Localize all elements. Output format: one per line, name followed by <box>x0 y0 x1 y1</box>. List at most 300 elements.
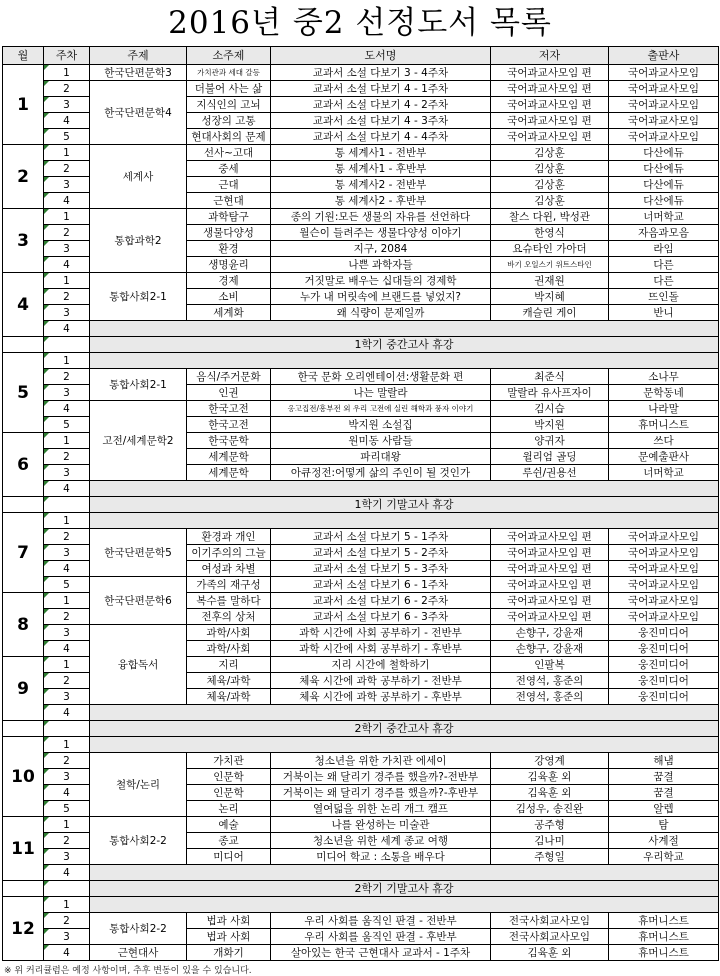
exam-break-label: 2학기 중간고사 휴강 <box>90 721 719 737</box>
publisher-cell: 웅진미디어 <box>609 641 719 657</box>
month-cell: 1 <box>3 65 44 145</box>
subtopic-cell: 더불어 사는 삶 <box>187 81 271 97</box>
book-title-cell: 아큐정전:어떻게 삶의 주인이 될 것인가 <box>271 465 491 481</box>
week-cell: 5 <box>44 801 90 817</box>
book-title-cell: 통 세계사2 - 전반부 <box>271 177 491 193</box>
week-cell: 1 <box>44 273 90 289</box>
month-cell: 10 <box>3 737 44 817</box>
book-list-table <box>2 46 719 961</box>
table-row <box>3 529 719 545</box>
author-cell: 전영석, 홍준의 <box>491 689 609 705</box>
topic-cell: 철학/논리 <box>90 753 187 817</box>
blank-row-cell <box>90 353 719 369</box>
book-title-cell: 우리 사회를 움직인 판결 - 전반부 <box>271 913 491 929</box>
author-cell: 김시습 <box>491 401 609 417</box>
subtopic-cell: 법과 사회 <box>187 913 271 929</box>
week-cell: 2 <box>44 913 90 929</box>
publisher-cell: 자음과모음 <box>609 225 719 241</box>
book-title-cell: 우리 사회를 움직인 판결 - 후반부 <box>271 929 491 945</box>
subtopic-cell: 한국고전 <box>187 417 271 433</box>
author-cell: 캐슬린 게이 <box>491 305 609 321</box>
author-cell: 국어과교사모임 편 <box>491 65 609 81</box>
subtopic-cell: 인문학 <box>187 769 271 785</box>
week-cell: 1 <box>44 593 90 609</box>
subtopic-cell: 이기주의의 그늘 <box>187 545 271 561</box>
publisher-cell: 국어과교사모임 <box>609 545 719 561</box>
week-cell: 1 <box>44 353 90 369</box>
publisher-cell: 우리학교 <box>609 849 719 865</box>
publisher-cell: 라임 <box>609 241 719 257</box>
week-cell <box>44 721 90 737</box>
book-title-cell: 한국 문화 오리엔테이션:생활문화 편 <box>271 369 491 385</box>
subtopic-cell: 여성과 차별 <box>187 561 271 577</box>
author-cell: 인팔복 <box>491 657 609 673</box>
book-title-cell: 살아있는 한국 근현대사 교과서 - 1주차 <box>271 945 491 961</box>
publisher-cell: 국어과교사모임 <box>609 97 719 113</box>
blank-row-cell <box>90 481 719 497</box>
header-author: 저자 <box>491 47 609 65</box>
topic-cell: 통합사회2-2 <box>90 817 187 865</box>
book-title-cell: 종의 기원:모든 생물의 자유를 선언하다 <box>271 209 491 225</box>
month-cell: 8 <box>3 593 44 657</box>
book-title-cell: 교과서 소설 다보기 6 - 3주차 <box>271 609 491 625</box>
book-title-cell: 교과서 소설 다보기 4 - 3주차 <box>271 113 491 129</box>
month-cell-empty <box>3 497 44 513</box>
author-cell: 국어과교사모임 편 <box>491 129 609 145</box>
author-cell: 박지혜 <box>491 289 609 305</box>
book-title-cell: 월슨이 들려주는 생물다양성 이야기 <box>271 225 491 241</box>
week-cell: 3 <box>44 385 90 401</box>
week-cell: 3 <box>44 465 90 481</box>
subtopic-cell: 소비 <box>187 289 271 305</box>
subtopic-cell: 논리 <box>187 801 271 817</box>
subtopic-cell: 세계화 <box>187 305 271 321</box>
week-cell: 2 <box>44 673 90 689</box>
book-title-cell: 나를 완성하는 미술관 <box>271 817 491 833</box>
publisher-cell: 문학동네 <box>609 385 719 401</box>
subtopic-cell: 체육/과학 <box>187 689 271 705</box>
author-cell: 전국사회교사모임 <box>491 929 609 945</box>
week-cell: 4 <box>44 321 90 337</box>
book-title-cell: 교과서 소설 다보기 4 - 2주차 <box>271 97 491 113</box>
author-cell: 국어과교사모임 편 <box>491 97 609 113</box>
week-cell: 4 <box>44 785 90 801</box>
week-cell: 3 <box>44 97 90 113</box>
week-cell: 2 <box>44 833 90 849</box>
table-row <box>3 753 719 769</box>
author-cell: 김상훈 <box>491 177 609 193</box>
publisher-cell: 다산에듀 <box>609 177 719 193</box>
topic-cell: 통합사회2-2 <box>90 913 187 945</box>
month-cell-empty <box>3 721 44 737</box>
week-cell: 5 <box>44 129 90 145</box>
subtopic-cell: 현대사회의 문제 <box>187 129 271 145</box>
subtopic-cell: 한국문학 <box>187 433 271 449</box>
publisher-cell: 웅진미디어 <box>609 673 719 689</box>
table-row <box>3 481 719 497</box>
author-cell: 양귀자 <box>491 433 609 449</box>
topic-cell: 근현대사 <box>90 945 187 961</box>
blank-row-cell <box>90 865 719 881</box>
table-row <box>3 817 719 833</box>
author-cell: 국어과교사모임 편 <box>491 113 609 129</box>
week-cell: 3 <box>44 177 90 193</box>
author-cell: 김상훈 <box>491 193 609 209</box>
week-cell: 1 <box>44 209 90 225</box>
table-row <box>3 65 719 81</box>
author-cell: 김육훈 외 <box>491 785 609 801</box>
publisher-cell: 너머학교 <box>609 209 719 225</box>
book-title-cell: 거북이는 왜 달리기 경주를 했을까?-전반부 <box>271 769 491 785</box>
book-title-cell: 교과서 소설 다보기 6 - 2주차 <box>271 593 491 609</box>
subtopic-cell: 근대 <box>187 177 271 193</box>
author-cell: 요슈타인 가아더 <box>491 241 609 257</box>
book-title-cell: 원미동 사람들 <box>271 433 491 449</box>
publisher-cell: 탐 <box>609 817 719 833</box>
subtopic-cell: 가치관과 세대 갈등 <box>187 65 271 81</box>
week-cell: 4 <box>44 193 90 209</box>
book-title-cell: 교과서 소설 다보기 3 - 4주차 <box>271 65 491 81</box>
book-title-cell: 통 세계사1 - 전반부 <box>271 145 491 161</box>
header-topic: 주제 <box>90 47 187 65</box>
month-cell: 7 <box>3 513 44 593</box>
month-cell: 4 <box>3 273 44 337</box>
subtopic-cell: 한국고전 <box>187 401 271 417</box>
author-cell: 바기 오일스기 위트스타인 <box>491 257 609 273</box>
week-cell: 5 <box>44 577 90 593</box>
subtopic-cell: 중세 <box>187 161 271 177</box>
author-cell: 공주형 <box>491 817 609 833</box>
publisher-cell: 국어과교사모임 <box>609 577 719 593</box>
author-cell: 찰스 다윈, 박성관 <box>491 209 609 225</box>
subtopic-cell: 생물다양성 <box>187 225 271 241</box>
subtopic-cell: 전후의 상처 <box>187 609 271 625</box>
week-cell: 3 <box>44 241 90 257</box>
table-row <box>3 865 719 881</box>
book-title-cell: 과학 시간에 사회 공부하기 - 전반부 <box>271 625 491 641</box>
table-row <box>3 273 719 289</box>
book-title-cell: 옹고집전/흥부전 외 우리 고전에 실린 해학과 풍자 이야기 <box>271 401 491 417</box>
author-cell: 손향구, 강윤재 <box>491 625 609 641</box>
week-cell: 1 <box>44 433 90 449</box>
week-cell <box>44 337 90 353</box>
week-cell: 4 <box>44 401 90 417</box>
publisher-cell: 너머학교 <box>609 465 719 481</box>
exam-break-label: 1학기 중간고사 휴강 <box>90 337 719 353</box>
book-title-cell: 통 세계사1 - 후반부 <box>271 161 491 177</box>
topic-cell: 융합독서 <box>90 625 187 705</box>
subtopic-cell: 가치관 <box>187 753 271 769</box>
subtopic-cell: 환경 <box>187 241 271 257</box>
week-cell: 1 <box>44 737 90 753</box>
publisher-cell: 소나무 <box>609 369 719 385</box>
publisher-cell: 웅진미디어 <box>609 689 719 705</box>
table-row <box>3 705 719 721</box>
topic-cell: 통합과학2 <box>90 209 187 273</box>
subtopic-cell: 지리 <box>187 657 271 673</box>
week-cell: 2 <box>44 81 90 97</box>
publisher-cell: 국어과교사모임 <box>609 65 719 81</box>
table-row <box>3 369 719 385</box>
book-title-cell: 교과서 소설 다보기 4 - 4주차 <box>271 129 491 145</box>
publisher-cell: 국어과교사모임 <box>609 129 719 145</box>
table-row <box>3 913 719 929</box>
author-cell: 김상훈 <box>491 161 609 177</box>
table-row <box>3 81 719 97</box>
book-title-cell: 누가 내 머릿속에 브랜드를 넣었지? <box>271 289 491 305</box>
book-title-cell: 거짓말로 배우는 십대들의 경제학 <box>271 273 491 289</box>
subtopic-cell: 음식/주거문화 <box>187 369 271 385</box>
book-title-cell: 파리대왕 <box>271 449 491 465</box>
author-cell: 국어과교사모임 편 <box>491 529 609 545</box>
week-cell: 1 <box>44 513 90 529</box>
week-cell: 1 <box>44 897 90 913</box>
book-title-cell: 박지원 소설집 <box>271 417 491 433</box>
publisher-cell: 뜨인돌 <box>609 289 719 305</box>
subtopic-cell: 가족의 재구성 <box>187 577 271 593</box>
book-title-cell: 미디어 학교 : 소통을 배우다 <box>271 849 491 865</box>
week-cell: 4 <box>44 705 90 721</box>
header-week: 주차 <box>44 47 90 65</box>
page-title: 2016년 중2 선정도서 목록 <box>168 5 552 41</box>
author-cell: 김육훈 외 <box>491 945 609 961</box>
publisher-cell: 국어과교사모임 <box>609 561 719 577</box>
author-cell: 김성우, 송진완 <box>491 801 609 817</box>
header-month: 월 <box>3 47 44 65</box>
week-cell: 1 <box>44 817 90 833</box>
author-cell: 말랄라 유사프자이 <box>491 385 609 401</box>
publisher-cell: 다산에듀 <box>609 161 719 177</box>
book-title-cell: 교과서 소설 다보기 6 - 1주차 <box>271 577 491 593</box>
week-cell: 1 <box>44 657 90 673</box>
table-row <box>3 577 719 593</box>
publisher-cell: 알렙 <box>609 801 719 817</box>
author-cell: 손향구, 강윤재 <box>491 641 609 657</box>
exam-row <box>3 881 719 897</box>
month-cell-empty <box>3 337 44 353</box>
header-row <box>3 47 719 65</box>
week-cell: 4 <box>44 865 90 881</box>
subtopic-cell: 인문학 <box>187 785 271 801</box>
blank-row-cell <box>90 321 719 337</box>
publisher-cell: 휴머니스트 <box>609 417 719 433</box>
publisher-cell: 휴머니스트 <box>609 929 719 945</box>
author-cell: 국어과교사모임 편 <box>491 609 609 625</box>
publisher-cell: 국어과교사모임 <box>609 81 719 97</box>
subtopic-cell: 경제 <box>187 273 271 289</box>
topic-cell: 통합사회2-1 <box>90 369 187 401</box>
topic-cell: 한국단편문학5 <box>90 529 187 577</box>
table-row <box>3 209 719 225</box>
topic-cell: 한국단편문학3 <box>90 65 187 81</box>
table-row <box>3 401 719 417</box>
table-row <box>3 897 719 913</box>
blank-row-cell <box>90 513 719 529</box>
week-cell: 4 <box>44 257 90 273</box>
footnote: ※ 위 커리큘럼은 예정 사항이며, 추후 변동이 있을 수 있습니다. <box>4 966 252 976</box>
author-cell: 국어과교사모임 편 <box>491 593 609 609</box>
subtopic-cell: 개화기 <box>187 945 271 961</box>
subtopic-cell: 과학탐구 <box>187 209 271 225</box>
publisher-cell: 꿈결 <box>609 769 719 785</box>
author-cell: 강영계 <box>491 753 609 769</box>
week-cell: 2 <box>44 161 90 177</box>
subtopic-cell: 환경과 개인 <box>187 529 271 545</box>
subtopic-cell: 근현대 <box>187 193 271 209</box>
book-title-cell: 체육 시간에 과학 공부하기 - 후반부 <box>271 689 491 705</box>
publisher-cell: 웅진미디어 <box>609 625 719 641</box>
topic-cell: 고전/세계문학2 <box>90 401 187 481</box>
book-title-cell: 거북이는 왜 달리기 경주를 했을까?-후반부 <box>271 785 491 801</box>
exam-break-label: 2학기 기말고사 휴강 <box>90 881 719 897</box>
topic-cell: 한국단편문학6 <box>90 577 187 625</box>
month-cell: 9 <box>3 657 44 721</box>
subtopic-cell: 인권 <box>187 385 271 401</box>
exam-row <box>3 721 719 737</box>
week-cell: 1 <box>44 145 90 161</box>
week-cell: 4 <box>44 561 90 577</box>
subtopic-cell: 선사~고대 <box>187 145 271 161</box>
author-cell: 김육훈 외 <box>491 769 609 785</box>
book-title-cell: 과학 시간에 사회 공부하기 - 후반부 <box>271 641 491 657</box>
topic-cell: 한국단편문학4 <box>90 81 187 145</box>
subtopic-cell: 법과 사회 <box>187 929 271 945</box>
publisher-cell: 웅진미디어 <box>609 657 719 673</box>
publisher-cell: 쓰다 <box>609 433 719 449</box>
week-cell: 3 <box>44 849 90 865</box>
week-cell <box>44 497 90 513</box>
week-cell: 3 <box>44 929 90 945</box>
book-title-cell: 나쁜 과학자들 <box>271 257 491 273</box>
subtopic-cell: 성장의 고통 <box>187 113 271 129</box>
author-cell: 최준식 <box>491 369 609 385</box>
publisher-cell: 반니 <box>609 305 719 321</box>
subtopic-cell: 과학/사회 <box>187 641 271 657</box>
author-cell: 김상훈 <box>491 145 609 161</box>
author-cell: 국어과교사모임 편 <box>491 545 609 561</box>
month-cell-empty <box>3 881 44 897</box>
book-title-cell: 나는 말랄라 <box>271 385 491 401</box>
week-cell: 3 <box>44 545 90 561</box>
table-row <box>3 625 719 641</box>
publisher-cell: 다산에듀 <box>609 145 719 161</box>
table-row <box>3 737 719 753</box>
book-title-cell: 지리 시간에 철학하기 <box>271 657 491 673</box>
week-cell: 4 <box>44 481 90 497</box>
week-cell: 4 <box>44 641 90 657</box>
book-title-cell: 교과서 소설 다보기 4 - 1주차 <box>271 81 491 97</box>
table-row <box>3 145 719 161</box>
week-cell: 3 <box>44 769 90 785</box>
publisher-cell: 국어과교사모임 <box>609 113 719 129</box>
blank-row-cell <box>90 897 719 913</box>
week-cell: 4 <box>44 113 90 129</box>
book-title-cell: 통 세계사2 - 후반부 <box>271 193 491 209</box>
author-cell: 한영식 <box>491 225 609 241</box>
publisher-cell: 휴머니스트 <box>609 945 719 961</box>
week-cell: 3 <box>44 689 90 705</box>
blank-row-cell <box>90 705 719 721</box>
week-cell: 2 <box>44 609 90 625</box>
publisher-cell: 해냄 <box>609 753 719 769</box>
table-row <box>3 353 719 369</box>
book-title-cell: 청소년을 위한 가치관 에세이 <box>271 753 491 769</box>
subtopic-cell: 미디어 <box>187 849 271 865</box>
table-row <box>3 513 719 529</box>
book-title-cell: 열여덟을 위한 논리 개그 캠프 <box>271 801 491 817</box>
subtopic-cell: 생명윤리 <box>187 257 271 273</box>
publisher-cell: 다른 <box>609 257 719 273</box>
publisher-cell: 휴머니스트 <box>609 913 719 929</box>
week-cell: 2 <box>44 225 90 241</box>
author-cell: 김나미 <box>491 833 609 849</box>
book-title-cell: 교과서 소설 다보기 5 - 2주차 <box>271 545 491 561</box>
topic-cell: 세계사 <box>90 145 187 209</box>
week-cell: 2 <box>44 449 90 465</box>
publisher-cell: 국어과교사모임 <box>609 529 719 545</box>
month-cell: 3 <box>3 209 44 273</box>
publisher-cell: 사계절 <box>609 833 719 849</box>
subtopic-cell: 종교 <box>187 833 271 849</box>
week-cell: 4 <box>44 945 90 961</box>
subtopic-cell: 지식인의 고뇌 <box>187 97 271 113</box>
week-cell: 2 <box>44 529 90 545</box>
header-publisher: 출판사 <box>609 47 719 65</box>
book-title-cell: 지구, 2084 <box>271 241 491 257</box>
subtopic-cell: 예술 <box>187 817 271 833</box>
subtopic-cell: 체육/과학 <box>187 673 271 689</box>
subtopic-cell: 세계문학 <box>187 465 271 481</box>
week-cell: 2 <box>44 289 90 305</box>
author-cell: 윌리엄 골딩 <box>491 449 609 465</box>
week-cell: 5 <box>44 417 90 433</box>
month-cell: 2 <box>3 145 44 209</box>
week-cell <box>44 881 90 897</box>
author-cell: 루쉰/권용선 <box>491 465 609 481</box>
exam-break-label: 1학기 기말고사 휴강 <box>90 497 719 513</box>
publisher-cell: 나라말 <box>609 401 719 417</box>
book-title-cell: 교과서 소설 다보기 5 - 1주차 <box>271 529 491 545</box>
header-book: 도서명 <box>271 47 491 65</box>
author-cell: 전국사회교사모임 <box>491 913 609 929</box>
table-row <box>3 321 719 337</box>
publisher-cell: 문예출판사 <box>609 449 719 465</box>
exam-row <box>3 337 719 353</box>
header-subtopic: 소주제 <box>187 47 271 65</box>
week-cell: 2 <box>44 753 90 769</box>
month-cell: 12 <box>3 897 44 961</box>
subtopic-cell: 복수를 말하다 <box>187 593 271 609</box>
month-cell: 5 <box>3 353 44 433</box>
book-title-cell: 체육 시간에 과학 공부하기 - 전반부 <box>271 673 491 689</box>
author-cell: 주형일 <box>491 849 609 865</box>
week-cell: 3 <box>44 305 90 321</box>
publisher-cell: 다산에듀 <box>609 193 719 209</box>
month-cell: 11 <box>3 817 44 881</box>
week-cell: 1 <box>44 65 90 81</box>
author-cell: 국어과교사모임 편 <box>491 561 609 577</box>
month-cell: 6 <box>3 433 44 497</box>
author-cell: 박지원 <box>491 417 609 433</box>
publisher-cell: 다른 <box>609 273 719 289</box>
author-cell: 전영석, 홍준의 <box>491 673 609 689</box>
book-title-cell: 교과서 소설 다보기 5 - 3주차 <box>271 561 491 577</box>
subtopic-cell: 과학/사회 <box>187 625 271 641</box>
subtopic-cell: 세계문학 <box>187 449 271 465</box>
topic-cell: 통합사회2-1 <box>90 273 187 321</box>
publisher-cell: 국어과교사모임 <box>609 609 719 625</box>
exam-row <box>3 497 719 513</box>
